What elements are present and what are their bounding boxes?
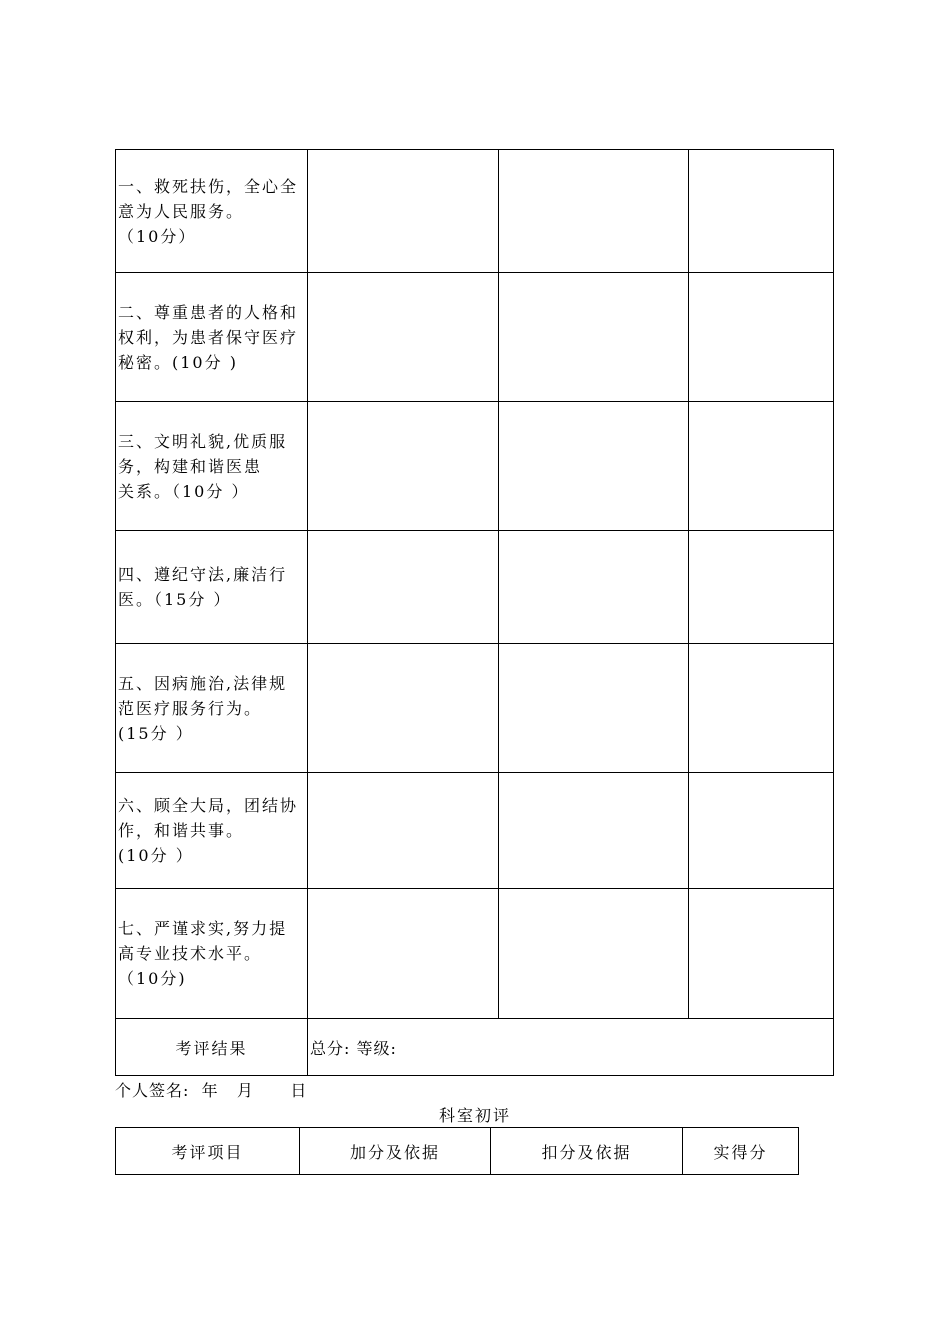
deduction-cell[interactable] — [499, 644, 689, 773]
department-review-table — [115, 1127, 799, 1175]
table-row — [116, 150, 834, 273]
bonus-cell[interactable] — [308, 644, 499, 773]
item-label — [116, 889, 308, 1019]
header-item: 考评项目 — [116, 1128, 300, 1175]
item-line: 一、救死扶伤，全心全 — [118, 176, 299, 196]
bonus-cell[interactable] — [308, 150, 499, 273]
deduction-cell[interactable] — [499, 889, 689, 1019]
item-line: 七、严谨求实,努力提 — [118, 919, 288, 938]
deduction-cell[interactable] — [499, 773, 689, 889]
bonus-cell[interactable] — [308, 773, 499, 889]
header-bonus: 加分及依据 — [300, 1128, 491, 1175]
score-cell[interactable] — [689, 889, 834, 1019]
score-cell[interactable] — [689, 644, 834, 773]
item-label — [116, 150, 308, 273]
table-row — [116, 889, 834, 1019]
section-title: 科室初评 — [438, 1106, 511, 1125]
item-line: 关系。（10分 ） — [118, 481, 250, 501]
result-label: 考评结果 — [116, 1019, 308, 1076]
score-cell[interactable] — [689, 531, 834, 644]
evaluation-table — [115, 149, 834, 1076]
result-value[interactable]: 总分: 等级: — [308, 1019, 834, 1076]
item-line: 务，构建和谐医患 — [118, 456, 263, 476]
deduction-cell[interactable] — [499, 402, 689, 531]
item-line: 秘密。(10分 ) — [118, 352, 238, 372]
item-label — [116, 531, 308, 644]
bonus-cell[interactable] — [308, 402, 499, 531]
header-score: 实得分 — [683, 1128, 799, 1175]
table-row — [116, 273, 834, 402]
result-row — [116, 1019, 834, 1076]
table-row — [116, 773, 834, 889]
header-deduction: 扣分及依据 — [491, 1128, 683, 1175]
bonus-cell[interactable] — [308, 273, 499, 402]
deduction-cell[interactable] — [499, 531, 689, 644]
score-cell[interactable] — [689, 150, 834, 273]
score-cell[interactable] — [689, 773, 834, 889]
bonus-cell[interactable] — [308, 889, 499, 1019]
item-line: （10分） — [118, 226, 197, 246]
item-label — [116, 644, 308, 773]
item-line: 三、文明礼貌,优质服 — [118, 431, 288, 451]
table-row — [116, 531, 834, 644]
score-cell[interactable] — [689, 402, 834, 531]
item-line: (15分 ） — [118, 723, 194, 743]
item-line: 四、遵纪守法,廉洁行 — [118, 565, 288, 584]
score-cell[interactable] — [689, 273, 834, 402]
item-line: 意为人民服务。 — [118, 201, 245, 221]
deduction-cell[interactable] — [499, 273, 689, 402]
deduction-cell[interactable] — [499, 150, 689, 273]
table-row — [116, 402, 834, 531]
item-label — [116, 273, 308, 402]
item-label — [116, 773, 308, 889]
item-line: 作，和谐共事。 — [118, 821, 245, 840]
item-line: 权利，为患者保守医疗 — [118, 327, 299, 347]
item-line: 医。（15分 ） — [118, 590, 232, 609]
item-line: (10分 ） — [118, 846, 194, 865]
item-label — [116, 402, 308, 531]
header-row — [116, 1128, 799, 1175]
bonus-cell[interactable] — [308, 531, 499, 644]
item-line: 高专业技术水平。 — [118, 944, 263, 963]
item-line: 五、因病施治,法律规 — [118, 673, 288, 693]
item-line: （10分) — [118, 969, 187, 988]
table-row — [116, 644, 834, 773]
item-line: 六、顾全大局，团结协 — [118, 796, 299, 815]
item-line: 二、尊重患者的人格和 — [118, 302, 299, 322]
item-line: 范医疗服务行为。 — [118, 698, 263, 718]
personal-signature: 个人签名: 年 月 日 — [115, 1081, 308, 1100]
